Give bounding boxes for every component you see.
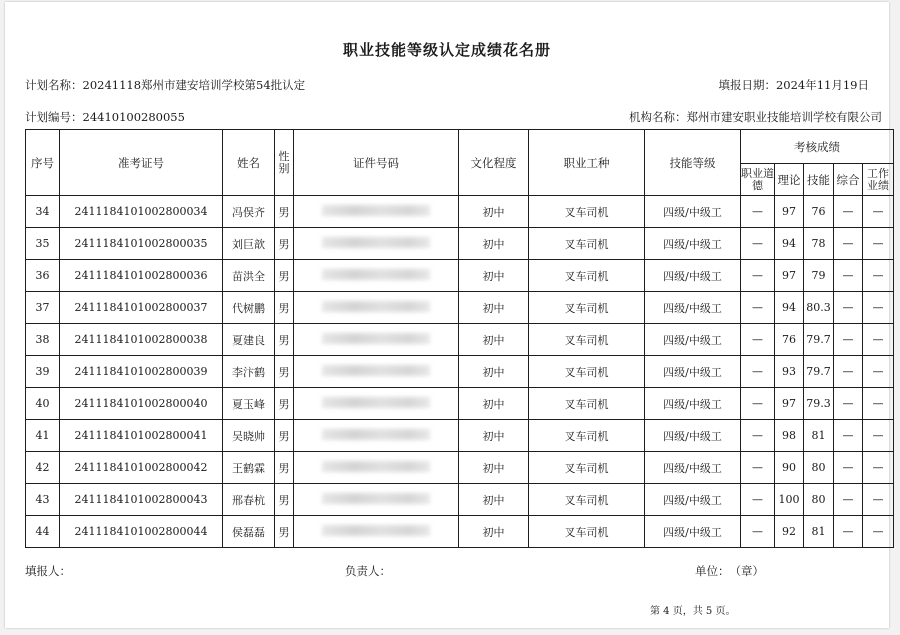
redacted-id-blur	[322, 333, 430, 344]
header-skill: 技能	[804, 164, 834, 196]
cell-ethics: —	[741, 420, 775, 452]
cell-ethics: —	[741, 356, 775, 388]
cell-job: 叉车司机	[529, 356, 645, 388]
cell-perf: —	[863, 196, 894, 228]
cell-ethics: —	[741, 516, 775, 548]
redacted-id-blur	[322, 397, 430, 408]
cell-ticket: 2411184101002800034	[60, 196, 223, 228]
cell-job: 叉车司机	[529, 484, 645, 516]
cell-seq: 42	[26, 452, 60, 484]
table-row	[26, 292, 894, 324]
cell-level: 四级/中级工	[645, 516, 741, 548]
cell-perf: —	[863, 420, 894, 452]
page-number: 第 4 页，共 5 页。	[650, 606, 736, 617]
cell-comp: —	[834, 388, 863, 420]
cell-skill: 80	[804, 484, 834, 516]
cell-gender: 男	[275, 324, 294, 356]
cell-job: 叉车司机	[529, 516, 645, 548]
cell-comp: —	[834, 324, 863, 356]
cell-id-redacted	[294, 228, 459, 260]
cell-perf: —	[863, 356, 894, 388]
cell-skill: 79.7	[804, 356, 834, 388]
cell-name: 刘巨歆	[223, 228, 275, 260]
cell-theory: 94	[775, 228, 804, 260]
cell-comp: —	[834, 196, 863, 228]
cell-seq: 39	[26, 356, 60, 388]
cell-id-redacted	[294, 260, 459, 292]
table-row	[26, 356, 894, 388]
table-body	[26, 196, 894, 548]
cell-level: 四级/中级工	[645, 228, 741, 260]
cell-id-redacted	[294, 388, 459, 420]
cell-id-redacted	[294, 420, 459, 452]
cell-level: 四级/中级工	[645, 260, 741, 292]
cell-id-redacted	[294, 484, 459, 516]
cell-ethics: —	[741, 452, 775, 484]
cell-perf: —	[863, 260, 894, 292]
header-row-1	[26, 130, 894, 164]
cell-skill: 81	[804, 420, 834, 452]
cell-theory: 90	[775, 452, 804, 484]
cell-ticket: 2411184101002800040	[60, 388, 223, 420]
cell-gender: 男	[275, 196, 294, 228]
cell-name: 冯俣齐	[223, 196, 275, 228]
cell-job: 叉车司机	[529, 420, 645, 452]
cell-ethics: —	[741, 324, 775, 356]
cell-perf: —	[863, 484, 894, 516]
cell-ethics: —	[741, 292, 775, 324]
table-row	[26, 324, 894, 356]
cell-seq: 40	[26, 388, 60, 420]
cell-comp: —	[834, 452, 863, 484]
cell-skill: 80	[804, 452, 834, 484]
table-row	[26, 484, 894, 516]
cell-theory: 97	[775, 388, 804, 420]
cell-edu: 初中	[459, 324, 529, 356]
cell-gender: 男	[275, 292, 294, 324]
cell-level: 四级/中级工	[645, 292, 741, 324]
cell-ethics: —	[741, 388, 775, 420]
cell-level: 四级/中级工	[645, 420, 741, 452]
header-ethics: 职业道德	[741, 164, 775, 196]
cell-id-redacted	[294, 292, 459, 324]
cell-ticket: 2411184101002800043	[60, 484, 223, 516]
header-results: 考核成绩	[741, 130, 894, 164]
cell-name: 李汴鹤	[223, 356, 275, 388]
header-level: 技能等级	[645, 130, 741, 196]
cell-perf: —	[863, 452, 894, 484]
cell-level: 四级/中级工	[645, 356, 741, 388]
unit-stamp-label: 单位： （章）	[695, 564, 764, 578]
cell-id-redacted	[294, 324, 459, 356]
cell-gender: 男	[275, 228, 294, 260]
cell-perf: —	[863, 292, 894, 324]
cell-ticket: 2411184101002800038	[60, 324, 223, 356]
cell-job: 叉车司机	[529, 228, 645, 260]
cell-ticket: 2411184101002800035	[60, 228, 223, 260]
redacted-id-blur	[322, 237, 430, 248]
cell-seq: 34	[26, 196, 60, 228]
header-performance: 工作业绩	[863, 164, 894, 196]
organization-name: 机构名称：郑州市建安职业技能培训学校有限公司	[629, 110, 882, 124]
plan-number: 计划编号：24410100280055	[25, 110, 185, 124]
cell-gender: 男	[275, 484, 294, 516]
cell-skill: 80.3	[804, 292, 834, 324]
cell-theory: 94	[775, 292, 804, 324]
cell-ticket: 2411184101002800041	[60, 420, 223, 452]
cell-edu: 初中	[459, 516, 529, 548]
cell-comp: —	[834, 484, 863, 516]
cell-name: 代树鹏	[223, 292, 275, 324]
cell-edu: 初中	[459, 292, 529, 324]
cell-theory: 92	[775, 516, 804, 548]
redacted-id-blur	[322, 525, 430, 536]
cell-edu: 初中	[459, 452, 529, 484]
cell-level: 四级/中级工	[645, 388, 741, 420]
cell-edu: 初中	[459, 356, 529, 388]
table-row	[26, 260, 894, 292]
document-page	[5, 2, 889, 628]
redacted-id-blur	[322, 429, 430, 440]
cell-skill: 78	[804, 228, 834, 260]
cell-comp: —	[834, 516, 863, 548]
cell-id-redacted	[294, 516, 459, 548]
cell-job: 叉车司机	[529, 196, 645, 228]
cell-seq: 35	[26, 228, 60, 260]
table-row	[26, 516, 894, 548]
cell-comp: —	[834, 292, 863, 324]
redacted-id-blur	[322, 365, 430, 376]
cell-comp: —	[834, 260, 863, 292]
cell-level: 四级/中级工	[645, 452, 741, 484]
table-row	[26, 196, 894, 228]
header-seq: 序号	[26, 130, 60, 196]
cell-edu: 初中	[459, 260, 529, 292]
responsible-label: 负责人：	[345, 564, 391, 578]
cell-name: 夏玉峰	[223, 388, 275, 420]
redacted-id-blur	[322, 301, 430, 312]
redacted-id-blur	[322, 493, 430, 504]
plan-name: 计划名称：20241118郑州市建安培训学校第54批认定	[25, 78, 306, 92]
cell-gender: 男	[275, 452, 294, 484]
header-name: 姓名	[223, 130, 275, 196]
cell-ticket: 2411184101002800039	[60, 356, 223, 388]
cell-perf: —	[863, 228, 894, 260]
cell-skill: 81	[804, 516, 834, 548]
cell-job: 叉车司机	[529, 452, 645, 484]
cell-level: 四级/中级工	[645, 484, 741, 516]
cell-theory: 93	[775, 356, 804, 388]
cell-edu: 初中	[459, 420, 529, 452]
cell-gender: 男	[275, 356, 294, 388]
header-id: 证件号码	[294, 130, 459, 196]
cell-ticket: 2411184101002800036	[60, 260, 223, 292]
header-education: 文化程度	[459, 130, 529, 196]
cell-name: 夏建良	[223, 324, 275, 356]
cell-seq: 36	[26, 260, 60, 292]
cell-seq: 44	[26, 516, 60, 548]
cell-name: 王鹤霖	[223, 452, 275, 484]
cell-job: 叉车司机	[529, 260, 645, 292]
cell-skill: 79.7	[804, 324, 834, 356]
cell-theory: 76	[775, 324, 804, 356]
cell-gender: 男	[275, 516, 294, 548]
cell-name: 侯磊磊	[223, 516, 275, 548]
cell-ticket: 2411184101002800042	[60, 452, 223, 484]
table-row	[26, 388, 894, 420]
cell-seq: 38	[26, 324, 60, 356]
cell-gender: 男	[275, 260, 294, 292]
cell-ethics: —	[741, 260, 775, 292]
cell-perf: —	[863, 388, 894, 420]
cell-ethics: —	[741, 228, 775, 260]
header-theory: 理论	[775, 164, 804, 196]
cell-theory: 98	[775, 420, 804, 452]
cell-ticket: 2411184101002800044	[60, 516, 223, 548]
cell-job: 叉车司机	[529, 324, 645, 356]
page-title: 职业技能等级认定成绩花名册	[342, 41, 551, 59]
cell-level: 四级/中级工	[645, 324, 741, 356]
table-row	[26, 228, 894, 260]
header-gender: 性别	[275, 130, 294, 196]
redacted-id-blur	[322, 461, 430, 472]
cell-seq: 41	[26, 420, 60, 452]
cell-id-redacted	[294, 356, 459, 388]
table-row	[26, 420, 894, 452]
cell-comp: —	[834, 420, 863, 452]
cell-edu: 初中	[459, 196, 529, 228]
cell-comp: —	[834, 356, 863, 388]
header-job: 职业工种	[529, 130, 645, 196]
cell-edu: 初中	[459, 388, 529, 420]
cell-edu: 初中	[459, 484, 529, 516]
redacted-id-blur	[322, 269, 430, 280]
cell-job: 叉车司机	[529, 292, 645, 324]
cell-seq: 43	[26, 484, 60, 516]
cell-skill: 76	[804, 196, 834, 228]
header-ticket: 准考证号	[60, 130, 223, 196]
cell-gender: 男	[275, 388, 294, 420]
cell-ticket: 2411184101002800037	[60, 292, 223, 324]
table-row	[26, 452, 894, 484]
redacted-id-blur	[322, 205, 430, 216]
cell-id-redacted	[294, 452, 459, 484]
cell-name: 邢春杭	[223, 484, 275, 516]
cell-theory: 97	[775, 196, 804, 228]
cell-name: 吴晓帅	[223, 420, 275, 452]
cell-ethics: —	[741, 196, 775, 228]
cell-level: 四级/中级工	[645, 196, 741, 228]
cell-seq: 37	[26, 292, 60, 324]
cell-gender: 男	[275, 420, 294, 452]
cell-theory: 97	[775, 260, 804, 292]
cell-id-redacted	[294, 196, 459, 228]
header-comprehensive: 综合	[834, 164, 863, 196]
cell-job: 叉车司机	[529, 388, 645, 420]
cell-perf: —	[863, 324, 894, 356]
cell-ethics: —	[741, 484, 775, 516]
fill-date: 填报日期：2024年11月19日	[718, 78, 869, 92]
cell-skill: 79	[804, 260, 834, 292]
cell-name: 苗洪全	[223, 260, 275, 292]
cell-edu: 初中	[459, 228, 529, 260]
cell-skill: 79.3	[804, 388, 834, 420]
cell-perf: —	[863, 516, 894, 548]
filler-label: 填报人：	[25, 564, 71, 578]
cell-theory: 100	[775, 484, 804, 516]
results-table	[25, 129, 894, 548]
cell-comp: —	[834, 228, 863, 260]
